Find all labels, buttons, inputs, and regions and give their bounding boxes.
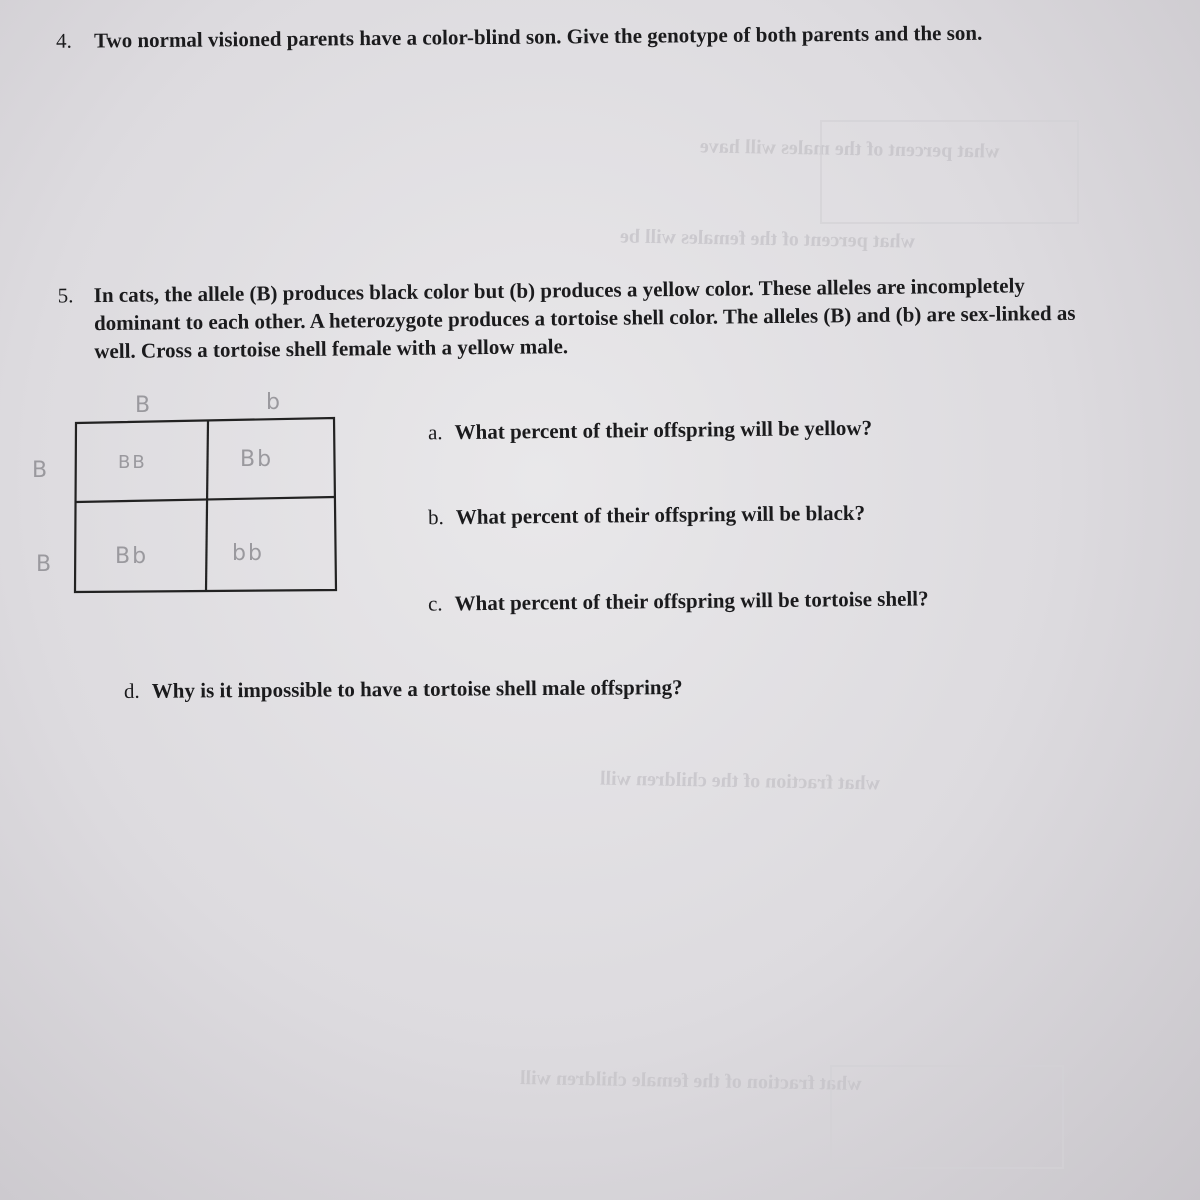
- sub-question-d: [124, 675, 683, 704]
- punnett-cell-2: Bb: [240, 447, 274, 472]
- sub-question-b-text: What percent of their offspring will be black?: [455, 500, 866, 529]
- bleed-through-box: [820, 120, 1079, 224]
- bleed-through-text: what percent of the females will be: [619, 225, 916, 253]
- bleed-through-text: what fraction of the children will: [599, 767, 881, 795]
- bleed-through-box: [830, 1065, 1064, 1169]
- question-4-text: Two normal visioned parents have a color-blind son. Give the genotype of both parents and the son.: [93, 20, 983, 53]
- punnett-side-label-1: B: [32, 458, 50, 483]
- grid-vertical-line: [206, 421, 208, 591]
- bleed-through-text: what fraction of the female children will: [519, 1067, 862, 1095]
- punnett-cell-4: bb: [232, 541, 264, 566]
- punnett-cell-3: Bb: [115, 544, 149, 569]
- sub-question-d-letter: d.: [123, 678, 140, 703]
- sub-question-a: [428, 416, 872, 446]
- punnett-top-label-2: b: [266, 390, 282, 415]
- punnett-side-label-2: B: [36, 552, 54, 577]
- question-5-text: In cats, the allele (B) produces black color but (b) produces a yellow color. These alleles are incompletely dominant to each other. A heterozygote produces a tortoise shell color. The alleles (B) and (b) are sex-linked as well. Cross a tortoise shell female with a yellow male.: [93, 273, 1076, 364]
- question-5-number: 5.: [57, 283, 74, 308]
- sub-question-a-letter: a.: [427, 420, 443, 445]
- sub-question-b: [428, 501, 865, 531]
- sub-question-d-text: Why is it impossible to have a tortoise shell male offspring?: [151, 675, 683, 703]
- sub-question-c-letter: c.: [427, 591, 443, 616]
- question-4: [56, 17, 1156, 55]
- sub-question-a-text: What percent of their offspring will be yellow?: [454, 415, 873, 445]
- question-5: [58, 271, 1109, 366]
- punnett-cell-1: BB: [118, 452, 147, 473]
- sub-question-c: [428, 586, 929, 616]
- sub-question-b-letter: b.: [427, 505, 444, 530]
- grid-horizontal-line: [76, 497, 335, 502]
- question-4-number: 4.: [55, 28, 72, 53]
- sub-question-c-text: What percent of their offspring will be tortoise shell?: [454, 586, 929, 616]
- punnett-top-label-1: B: [135, 393, 153, 418]
- bleed-through-text: what percent of the males will have: [699, 135, 1000, 163]
